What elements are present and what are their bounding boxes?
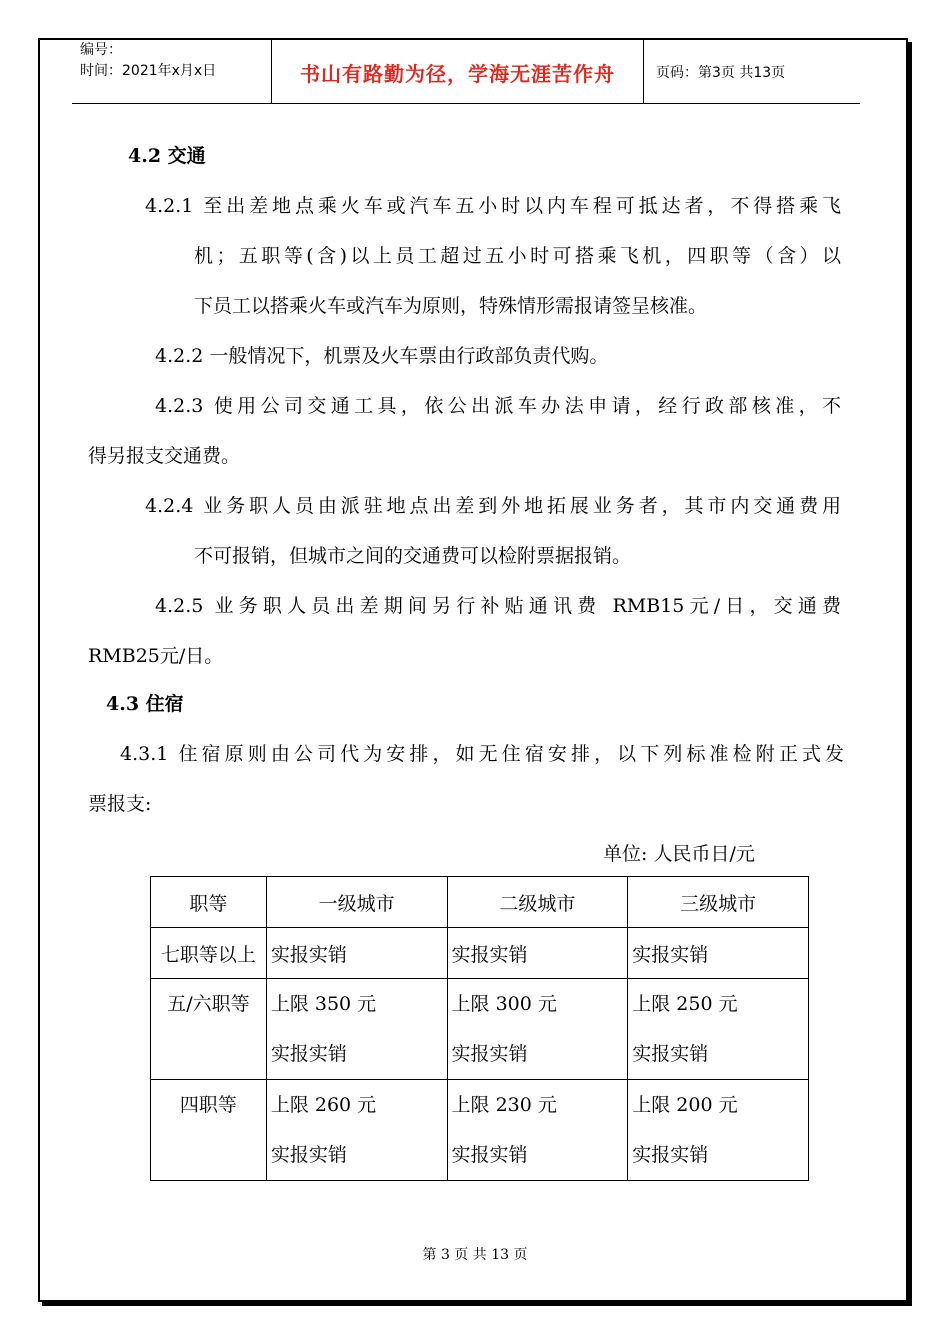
header-page-info: 页码：第3页 共13页 <box>656 65 786 81</box>
table-cell <box>447 1080 628 1181</box>
cell-reimburse-text: 实报实销 <box>270 1043 347 1065</box>
para-4-3-1-line-2: 票报支: <box>88 793 152 815</box>
document-time-label: 时间：2021年x月x日 <box>80 63 217 79</box>
para-4-3-1-line-1: 4.3.1 住宿原则由公司代为安排，如无住宿安排，以下列标准检附正式发 <box>120 743 844 765</box>
page-shadow-right <box>908 42 912 1306</box>
table-header-tier-2-city: 二级城市 <box>447 877 628 928</box>
table-header-tier-1-city: 一级城市 <box>266 877 447 928</box>
section-heading-4-2: 4.2 交通 <box>128 145 206 167</box>
cell-limit-text: 上限 350 元 <box>270 993 377 1015</box>
cell-limit-text: 上限 200 元 <box>632 1094 738 1116</box>
row-grade-cell <box>151 1080 267 1181</box>
table-cell: 实报实销 <box>447 928 628 979</box>
row-grade-label: 七职等以上 <box>151 928 267 979</box>
header-divider-right <box>643 38 644 104</box>
para-4-2-4-line-2: 不可报销，但城市之间的交通费可以检附票据报销。 <box>194 545 632 567</box>
header-meta <box>80 40 216 82</box>
para-4-2-2: 4.2.2 一般情况下，机票及火车票由行政部负责代购。 <box>155 345 609 367</box>
table-row <box>151 1080 809 1181</box>
header-motto: 书山有路勤为径，学海无涯苦作舟 <box>300 62 615 86</box>
table-row <box>151 979 809 1080</box>
para-4-2-1-line-2: 机；五职等(含)以上员工超过五小时可搭乘飞机，四职等（含）以 <box>194 245 841 267</box>
unit-note: 单位: 人民币日/元 <box>603 843 755 865</box>
section-heading-4-3: 4.3 住宿 <box>106 693 184 715</box>
cell-reimburse-text: 实报实销 <box>270 1144 347 1166</box>
para-4-2-5-line-1: 4.2.5 业务职人员出差期间另行补贴通讯费 RMB15元/日，交通费 <box>155 595 841 617</box>
cell-limit-text: 上限 260 元 <box>270 1094 377 1116</box>
row-grade-label: 四职等 <box>179 1094 237 1116</box>
table-cell <box>266 1080 447 1181</box>
document-number-label: 编号： <box>80 42 122 58</box>
page-shadow-bottom <box>42 1302 912 1306</box>
table-cell <box>628 979 809 1080</box>
table-cell: 实报实销 <box>628 928 809 979</box>
table-cell <box>266 979 447 1080</box>
table-cell: 实报实销 <box>266 928 447 979</box>
para-4-2-1-line-3: 下员工以搭乘火车或汽车为原则，特殊情形需报请签呈核准。 <box>194 295 708 317</box>
para-4-2-3-line-2: 得另报支交通费。 <box>88 445 241 467</box>
table-cell <box>447 979 628 1080</box>
table-header-tier-3-city: 三级城市 <box>628 877 809 928</box>
cell-reimburse-text: 实报实销 <box>451 1043 528 1065</box>
row-grade-label: 五/六职等 <box>167 993 250 1015</box>
cell-limit-text: 上限 300 元 <box>451 993 557 1015</box>
para-4-2-1-line-1: 4.2.1 至出差地点乘火车或汽车五小时以内车程可抵达者，不得搭乘飞 <box>145 195 841 217</box>
table-header-row <box>151 877 809 928</box>
para-4-2-5-line-2: RMB25元/日。 <box>88 645 224 667</box>
cell-reimburse-text: 实报实销 <box>632 1144 709 1166</box>
cell-limit-text: 上限 250 元 <box>632 993 738 1015</box>
lodging-rate-table <box>150 876 809 1181</box>
page-footer: 第 3 页 共 13 页 <box>422 1247 528 1263</box>
cell-reimburse-text: 实报实销 <box>632 1043 709 1065</box>
document-header <box>72 38 860 104</box>
cell-reimburse-text: 实报实销 <box>451 1144 528 1166</box>
cell-limit-text: 上限 230 元 <box>451 1094 557 1116</box>
row-grade-cell <box>151 979 267 1080</box>
table-row <box>151 928 809 979</box>
para-4-2-4-line-1: 4.2.4 业务职人员由派驻地点出差到外地拓展业务者，其市内交通费用 <box>145 495 841 517</box>
table-cell <box>628 1080 809 1181</box>
table-header-grade: 职等 <box>151 877 267 928</box>
para-4-2-3-line-1: 4.2.3 使用公司交通工具，依公出派车办法申请，经行政部核准，不 <box>155 395 841 417</box>
